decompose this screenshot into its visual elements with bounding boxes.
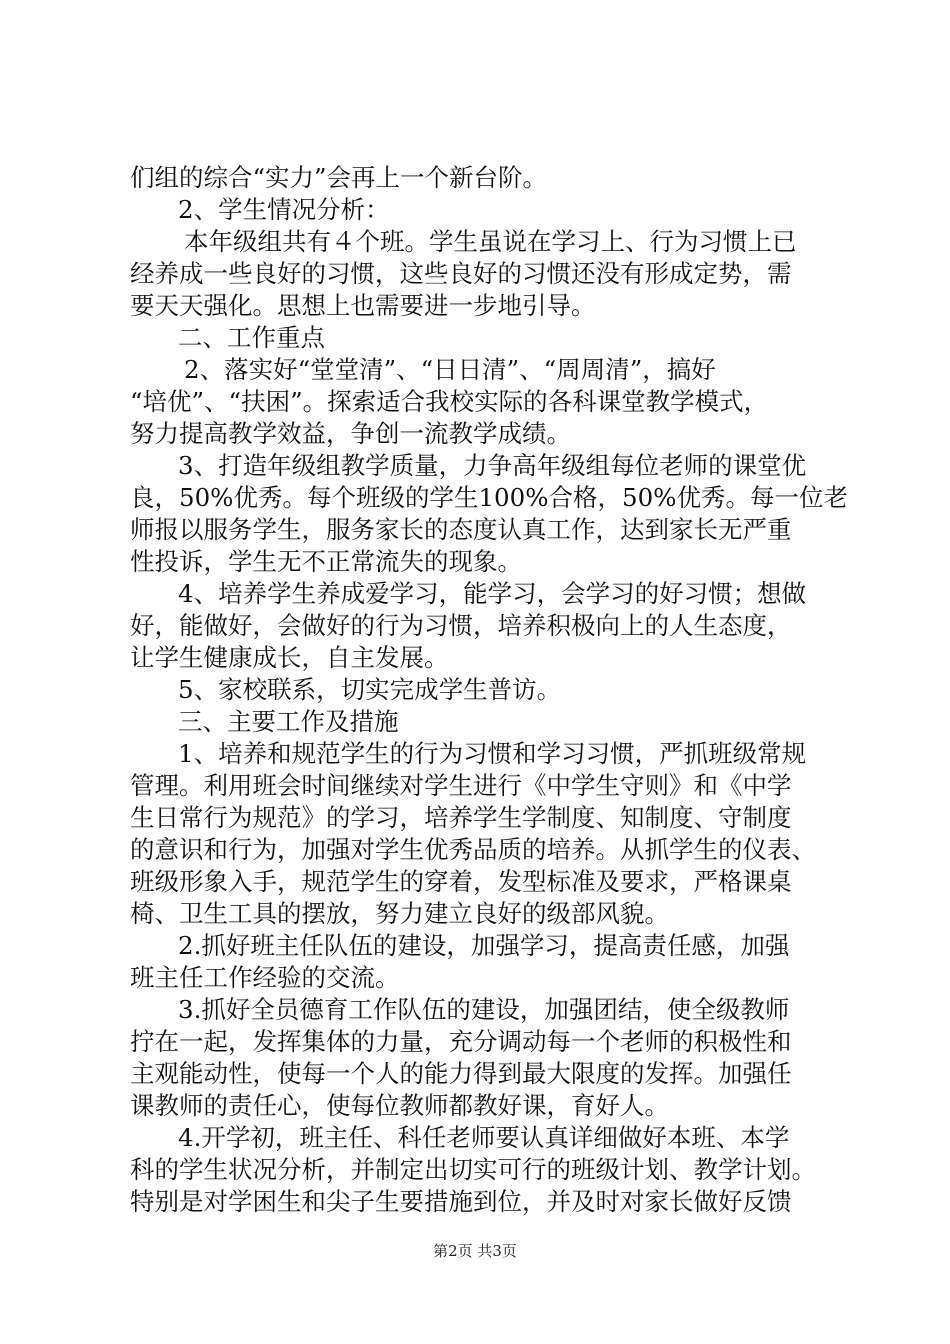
section-heading: 二、工作重点 (178, 323, 325, 352)
text-line: 拧在一起，发挥集体的力量，充分调动每一个老师的积极性和 (130, 1027, 792, 1056)
paragraph-start: 3、打造年级组教学质量，力争高年级组每位老师的课堂优 (178, 451, 807, 480)
text-line: 良，50%优秀。每个班级的学生100%合格，50%优秀。每一位老 (130, 483, 848, 512)
text-line: 课教师的责任心，使每位教师都教好课，育好人。 (130, 1091, 669, 1120)
paragraph-start: 2、落实好“堂堂清”、“日日清”、“周周清”，搞好 (184, 355, 716, 384)
section-heading: 2、学生情况分析： (178, 195, 390, 224)
text-line: 好，能做好，会做好的行为习惯，培养积极向上的人生态度， (130, 611, 792, 640)
paragraph-start: 5、家校联系，切实完成学生普访。 (178, 675, 562, 704)
text-line: 主观能动性，使每一个人的能力得到最大限度的发挥。加强任 (130, 1059, 792, 1088)
text-line: 要天天强化。思想上也需要进一步地引导。 (130, 291, 596, 320)
text-line: 椅、卫生工具的摆放，努力建立良好的级部风貌。 (130, 899, 669, 928)
text-line: 生日常行为规范》的学习，培养学生学制度、知制度、守制度 (130, 803, 792, 832)
text-line: 班级形象入手，规范学生的穿着，发型标准及要求，严格课桌 (130, 867, 792, 896)
text-line: 努力提高教学效益，争创一流教学成绩。 (130, 419, 571, 448)
text-line: 经养成一些良好的习惯，这些良好的习惯还没有形成定势，需 (130, 259, 792, 288)
text-line: “培优”、“扶困”。探索适合我校实际的各科课堂教学模式， (130, 387, 769, 416)
text-line: 性投诉，学生无不正常流失的现象。 (130, 547, 522, 576)
text-line: 的意识和行为，加强对学生优秀品质的培养。从抓学生的仪表、 (130, 835, 816, 864)
paragraph-start: 本年级组共有４个班。学生虽说在学习上、行为习惯上已 (184, 227, 797, 256)
section-heading: 三、主要工作及措施 (178, 707, 399, 736)
text-line: 特别是对学困生和尖子生要措施到位，并及时对家长做好反馈 (130, 1187, 792, 1216)
paragraph-start: 1、培养和规范学生的行为习惯和学习习惯，严抓班级常规 (178, 739, 807, 768)
paragraph-start: 2.抓好班主任队伍的建设，加强学习，提高责任感，加强 (178, 931, 790, 960)
page-footer: 第2页 共3页 (433, 1242, 517, 1260)
text-line: 让学生健康成长，自主发展。 (130, 643, 449, 672)
text-line: 们组的综合“实力”会再上一个新台阶。 (130, 163, 548, 192)
paragraph-start: 4.开学初，班主任、科任老师要认真详细做好本班、本学 (178, 1123, 790, 1152)
paragraph-start: 4、培养学生养成爱学习，能学习，会学习的好习惯；想做 (178, 579, 807, 608)
text-line: 科的学生状况分析，并制定出切实可行的班级计划、教学计划。 (130, 1155, 816, 1184)
paragraph-start: 3.抓好全员德育工作队伍的建设，加强团结，使全级教师 (178, 995, 790, 1024)
text-line: 师报以服务学生，服务家长的态度认真工作，达到家长无严重 (130, 515, 792, 544)
text-line: 班主任工作经验的交流。 (130, 963, 400, 992)
text-line: 管理。利用班会时间继续对学生进行《中学生守则》和《中学 (130, 771, 792, 800)
